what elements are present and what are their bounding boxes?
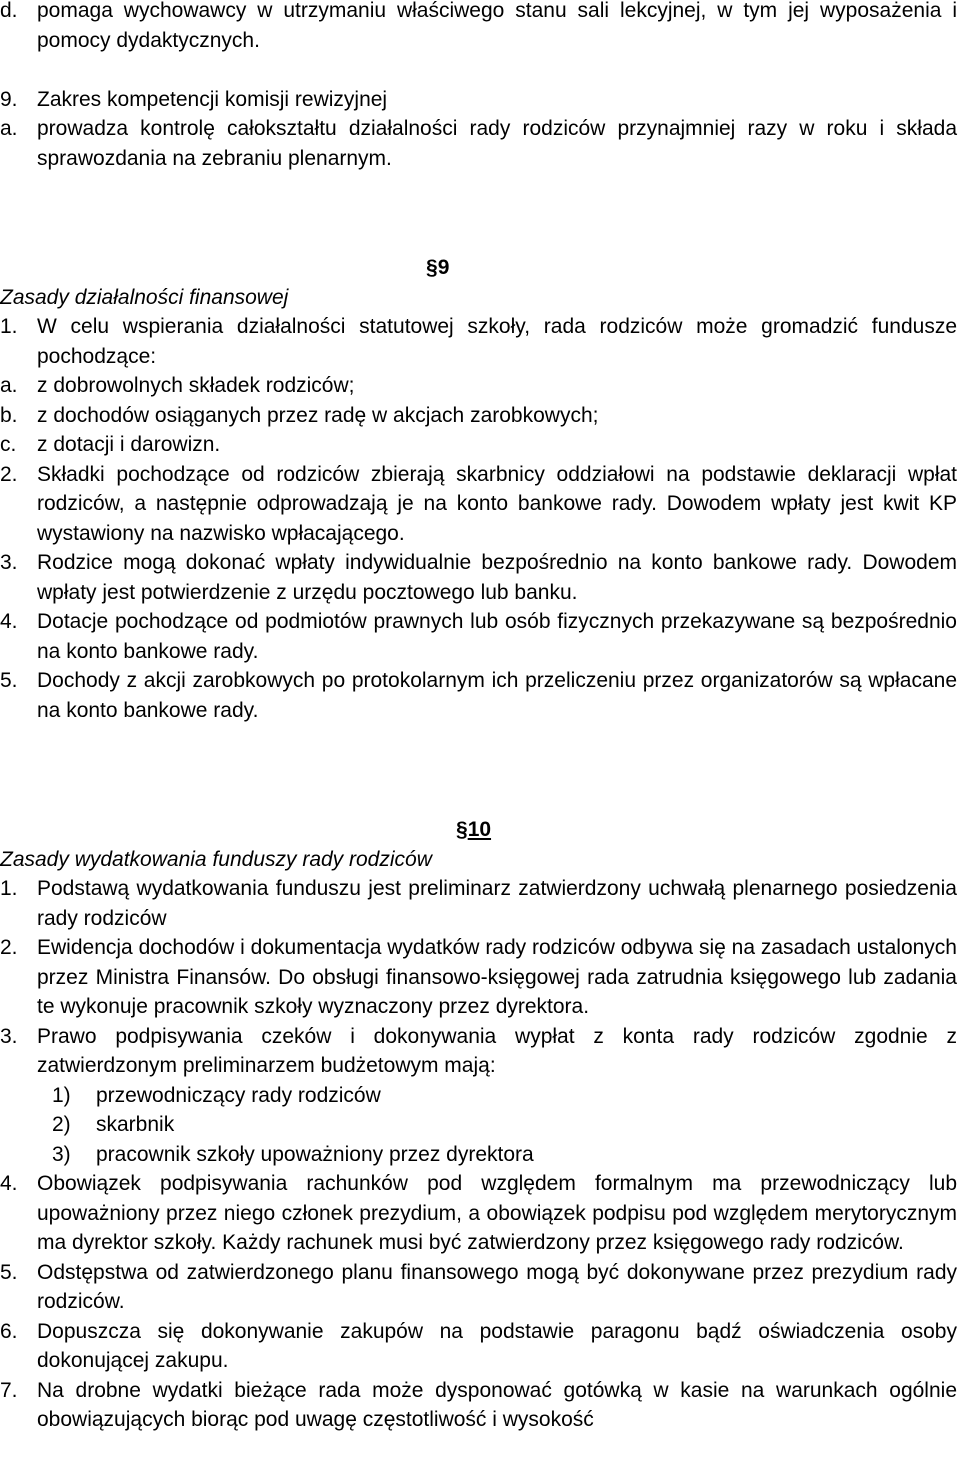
sub-list-item xyxy=(0,1081,957,1111)
list-marker: 1. xyxy=(0,315,18,338)
list-marker: 9. xyxy=(0,87,18,111)
list-marker: 2. xyxy=(0,936,18,959)
list-text: Podstawą wydatkowania funduszu jest preliminarz zatwierdzony uchwałą plenarnego posiedzenia rady rodziców xyxy=(37,877,957,930)
list-text: W celu wspierania działalności statutowej szkoły, rada rodziców może gromadzić fundusze pochodzące: xyxy=(37,315,957,368)
list-text: Dotacje pochodzące od podmiotów prawnych lub osób fizycznych przekazywane są bezpośrednio na konto bankowe rady. xyxy=(37,610,957,663)
list-text: Na drobne wydatki bieżące rada może dysponować gotówką w kasie na warunkach ogólnie obowiązujących biorąc pod uwagę częstotliwość i wysokość xyxy=(37,1378,957,1431)
list-marker: 7. xyxy=(0,1378,18,1402)
list-item xyxy=(0,312,957,371)
list-text: z dochodów osiąganych przez radę w akcjach zarobkowych; xyxy=(37,403,599,427)
list-marker: 1) xyxy=(52,1083,71,1107)
list-item xyxy=(0,401,957,431)
list-marker: 6. xyxy=(0,1319,18,1343)
list-text: pracownik szkoły upoważniony przez dyrektora xyxy=(96,1142,534,1166)
list-item xyxy=(0,1022,957,1081)
list-item xyxy=(0,1258,957,1317)
section-number xyxy=(0,815,957,845)
list-text: przewodniczący rady rodziców xyxy=(96,1083,381,1107)
list-text: z dobrowolnych składek rodziców; xyxy=(37,374,355,397)
section-number-value: 9 xyxy=(437,256,450,279)
sub-list-item xyxy=(0,1140,957,1170)
list-marker: 2) xyxy=(52,1113,71,1136)
section-symbol: § xyxy=(426,256,438,279)
list-item xyxy=(0,666,957,725)
section-symbol: § xyxy=(456,818,468,841)
list-text: Dopuszcza się dokonywanie zakupów na podstawie paragonu bądź oświadczenia osoby dokonującej zakupu. xyxy=(37,1319,957,1372)
list-marker: 5. xyxy=(0,1260,18,1284)
list-item xyxy=(0,1376,957,1435)
list-marker: 5. xyxy=(0,669,18,692)
section-title: Zasady wydatkowania funduszy rady rodziców xyxy=(0,847,432,871)
list-item xyxy=(0,548,957,607)
list-marker: 3. xyxy=(0,1024,18,1048)
list-text: Ewidencja dochodów i dokumentacja wydatków rady rodziców odbywa się na zasadach ustalonych przez Ministra Finansów. Do obsługi finansowo-księgowej rada zatrudnia księgowego lub zadania te wykonuje pracownik szkoły wyznaczony przez dyrektora. xyxy=(37,936,957,1018)
list-item xyxy=(0,874,957,933)
list-text: pomaga wychowawcy w utrzymaniu właściwego stanu sali lekcyjnej, w tym jej wyposażenia i pomocy dydaktycznych. xyxy=(37,0,957,52)
list-marker: a. xyxy=(0,117,18,140)
spacer xyxy=(0,55,957,85)
list-item xyxy=(0,430,957,460)
list-item xyxy=(0,933,957,1022)
list-text: Obowiązek podpisywania rachunków pod względem formalnym ma przewodniczący lub upoważniony przez niego członek prezydium, a obowiązek podpisu pod względem merytorycznym ma dyrektor szkoły. Każdy rachunek musi być zatwierdzony przez księgowego rady rodziców. xyxy=(37,1172,957,1254)
section10-list xyxy=(0,874,957,1435)
list-text: skarbnik xyxy=(96,1113,175,1136)
sub-list-item xyxy=(0,1110,957,1140)
spacer xyxy=(0,173,957,253)
list-text: z dotacji i darowizn. xyxy=(37,433,221,456)
list-text: Dochody z akcji zarobkowych po protokolarnym ich przeliczeniu przez organizatorów są wpłacane na konto bankowe rady. xyxy=(37,669,957,722)
section-number-value: 10 xyxy=(467,818,492,841)
list-text: Składki pochodzące od rodziców zbierają skarbnicy oddziałowi na podstawie deklaracji wpłat rodziców, a następnie odprowadzają je na konto bankowe rady. Dowodem wpłaty jest kwit KP wystawiony na nazwisko wpłacającego. xyxy=(37,462,957,545)
list-item xyxy=(0,85,957,115)
list-marker: 1. xyxy=(0,877,18,900)
list-item xyxy=(0,0,957,55)
list-marker: 4. xyxy=(0,1172,18,1195)
list-item xyxy=(0,607,957,666)
section-number xyxy=(0,253,957,283)
spacer xyxy=(0,725,957,815)
list-text: Zakres kompetencji komisji rewizyjnej xyxy=(37,87,388,111)
list-text: Odstępstwa od zatwierdzonego planu finansowego mogą być dokonywane przez prezydium rady rodziców. xyxy=(37,1260,957,1313)
list-text: Prawo podpisywania czeków i dokonywania wypłat z konta rady rodziców zgodnie z zatwierdzonym preliminarzem budżetowym mają: xyxy=(37,1024,957,1077)
list-text: prowadza kontrolę całokształtu działalności rady rodziców przynajmniej razy w roku i składa sprawozdania na zebraniu plenarnym. xyxy=(37,117,957,170)
list-marker: 3) xyxy=(52,1142,71,1166)
list-marker: b. xyxy=(0,403,18,427)
list-item xyxy=(0,460,957,549)
list-marker: c. xyxy=(0,433,17,456)
list-marker: a. xyxy=(0,374,18,397)
section9-list xyxy=(0,312,957,725)
list-item xyxy=(0,114,957,173)
section-title: Zasady działalności finansowej xyxy=(0,285,289,309)
list-text: Rodzice mogą dokonać wpłaty indywidualnie bezpośrednio na konto bankowe rady. Dowodem wpłaty jest potwierdzenie z urzędu pocztowego lub banku. xyxy=(37,551,957,604)
list-item xyxy=(0,1169,957,1258)
list-marker: 4. xyxy=(0,610,18,633)
list-marker: 3. xyxy=(0,551,18,574)
list-item xyxy=(0,1317,957,1376)
list-marker: 2. xyxy=(0,462,18,486)
list-item xyxy=(0,371,957,401)
list-marker: d. xyxy=(0,0,18,22)
